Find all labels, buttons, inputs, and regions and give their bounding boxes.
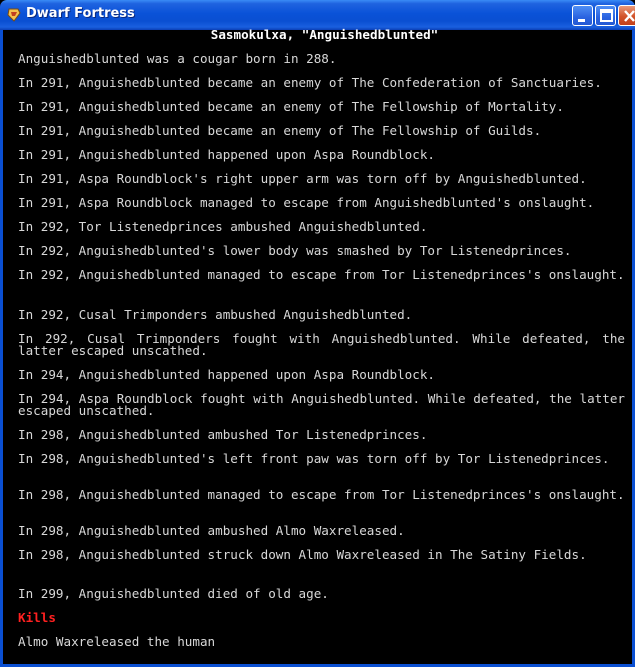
history-entry: In 291, Anguishedblunted became an enemy of The Fellowship of Mortality. [18, 99, 564, 114]
history-entry: In 292, Tor Listenedprinces ambushed Anguishedblunted. [18, 219, 428, 234]
minimize-icon [573, 6, 594, 27]
maximize-button[interactable] [595, 5, 616, 26]
close-button[interactable] [618, 5, 635, 26]
history-entry: In 291, Anguishedblunted became an enemy of The Confederation of Sanctuaries. [18, 75, 602, 90]
history-entry: In 294, Aspa Roundblock fought with Anguishedblunted. While defeated, the latter escaped unscathed. [18, 391, 625, 418]
console-area [3, 27, 632, 664]
history-entry: In 298, Anguishedblunted's left front paw was torn off by Tor Listenedprinces. [18, 451, 610, 466]
history-entry: In 298, Anguishedblunted ambushed Tor Listenedprinces. [18, 427, 428, 442]
history-entry: In 291, Anguishedblunted became an enemy of The Fellowship of Guilds. [18, 123, 542, 138]
history-entry: In 291, Anguishedblunted happened upon Aspa Roundblock. [18, 147, 436, 162]
history-entry: In 292, Cusal Trimponders fought with Anguishedblunted. While defeated, the latter escaped unscathed. [18, 331, 625, 358]
kill-entry: Almo Waxreleased the human [18, 634, 216, 649]
history-entry: In 291, Aspa Roundblock managed to escape from Anguishedblunted's onslaught. [18, 195, 595, 210]
history-entry: In 291, Aspa Roundblock's right upper arm was torn off by Anguishedblunted. [18, 171, 587, 186]
minimize-button[interactable] [572, 5, 593, 26]
dwarf-fortress-icon[interactable] [6, 7, 22, 23]
kills-heading: Kills [18, 610, 56, 625]
window-title: Dwarf Fortress [26, 6, 135, 21]
page-title: Sasmokulxa, "Anguishedblunted" [210, 27, 439, 42]
close-icon [619, 6, 635, 27]
history-entry: In 292, Cusal Trimponders ambushed Anguishedblunted. [18, 307, 413, 322]
history-entry: In 294, Anguishedblunted happened upon Aspa Roundblock. [18, 367, 436, 382]
history-entry: In 292, Anguishedblunted managed to escape from Tor Listenedprinces's onslaught. [18, 267, 625, 282]
history-entry: In 298, Anguishedblunted managed to escape from Tor Listenedprinces's onslaught. [18, 487, 625, 502]
history-entry: In 298, Anguishedblunted ambushed Almo Waxreleased. [18, 523, 405, 538]
history-entry: In 298, Anguishedblunted struck down Almo Waxreleased in The Satiny Fields. [18, 547, 587, 562]
history-entry: In 299, Anguishedblunted died of old age. [18, 586, 329, 601]
history-entry: In 292, Anguishedblunted's lower body was smashed by Tor Listenedprinces. [18, 243, 572, 258]
history-entry: Anguishedblunted was a cougar born in 288. [18, 51, 337, 66]
maximize-icon [596, 6, 617, 27]
title-bar[interactable] [0, 0, 635, 30]
